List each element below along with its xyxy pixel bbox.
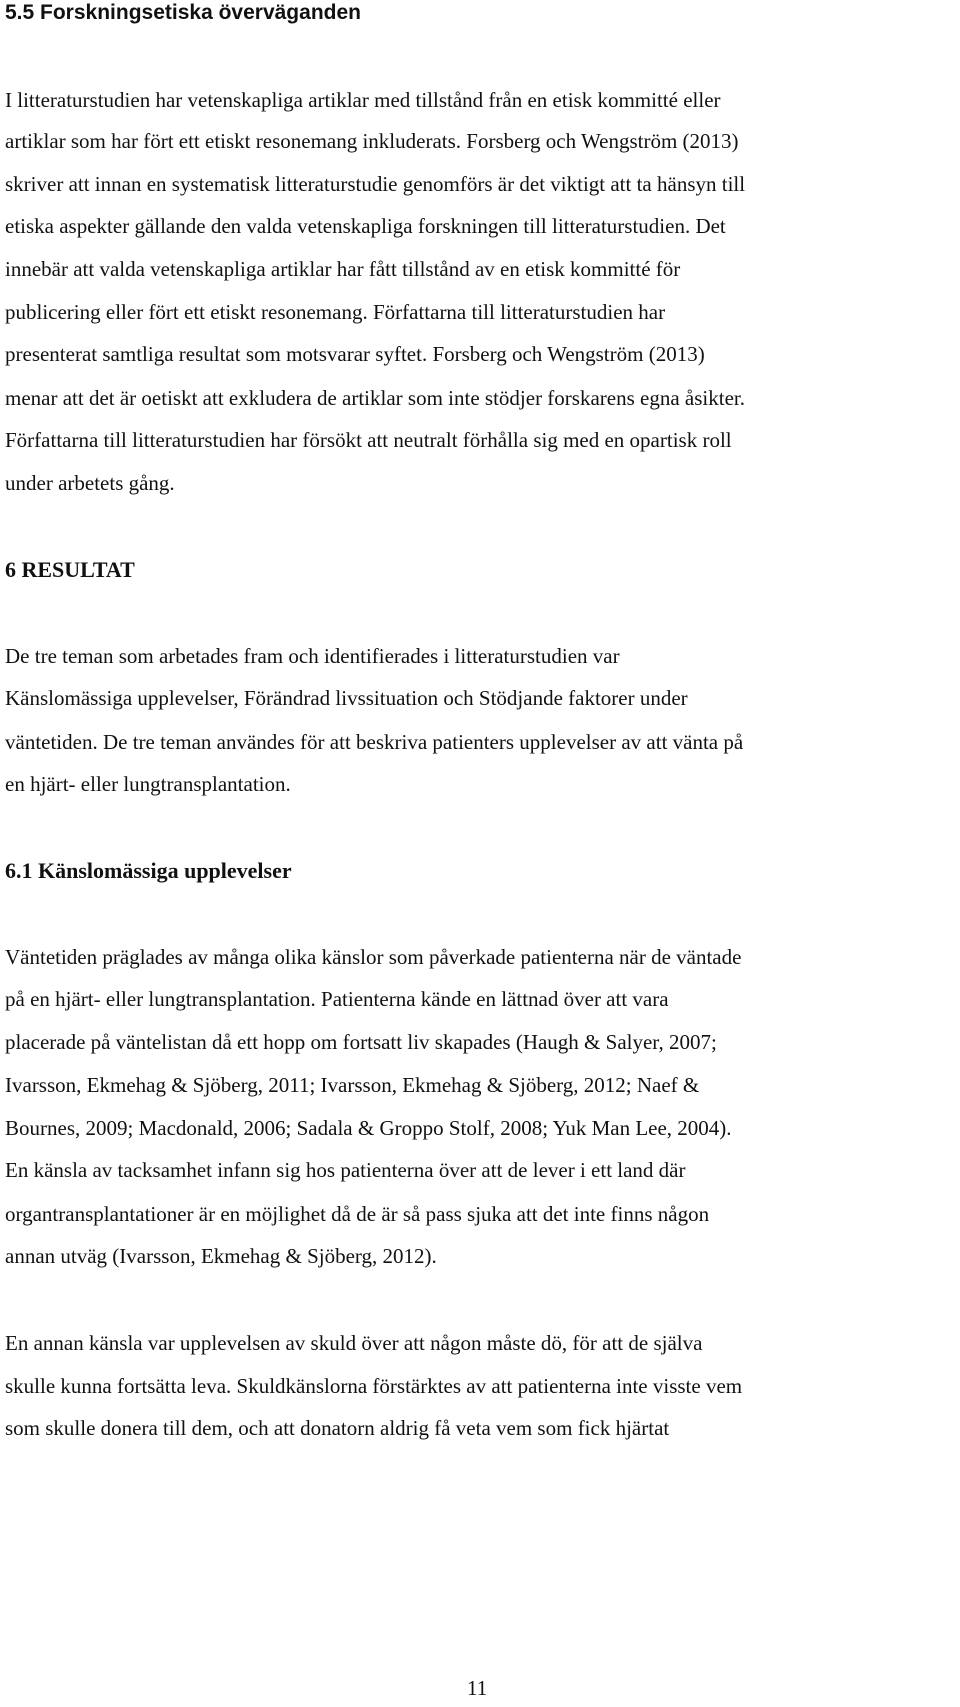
body-line: skriver att innan en systematisk litteraturstudie genomförs är det viktigt att ta hänsyn till: [5, 172, 746, 196]
page-number: 11: [467, 1676, 488, 1700]
body-line: Författarna till litteraturstudien har försökt att neutralt förhålla sig med en opartisk roll: [5, 428, 732, 452]
body-line: Väntetiden präglades av många olika känslor som påverkade patienterna när de väntade: [5, 945, 742, 969]
body-line: som skulle donera till dem, och att donatorn aldrig få veta vem som fick hjärtat: [5, 1416, 670, 1440]
body-line: organtransplantationer är en möjlighet då de är så pass sjuka att det inte finns någon: [5, 1202, 710, 1226]
body-line: under arbetets gång.: [5, 471, 175, 495]
body-line: annan utväg (Ivarsson, Ekmehag & Sjöberg, 2012).: [5, 1244, 437, 1268]
body-line: En annan känsla var upplevelsen av skuld över att någon måste dö, för att de själva: [5, 1331, 703, 1355]
body-line: De tre teman som arbetades fram och identifierades i litteraturstudien var: [5, 644, 620, 668]
body-line: artiklar som har fört ett etiskt resonemang inkluderats. Forsberg och Wengström (2013): [5, 129, 739, 153]
body-line: Ivarsson, Ekmehag & Sjöberg, 2011; Ivarsson, Ekmehag & Sjöberg, 2012; Naef &: [5, 1073, 700, 1097]
body-line: placerade på väntelistan då ett hopp om fortsatt liv skapades (Haugh & Salyer, 2007;: [5, 1030, 717, 1054]
section-heading-5-5: 5.5 Forskningsetiska överväganden: [5, 1, 361, 24]
body-line: en hjärt- eller lungtransplantation.: [5, 772, 291, 796]
body-line: på en hjärt- eller lungtransplantation. Patienterna kände en lättnad över att vara: [5, 987, 669, 1011]
body-line: menar att det är oetiskt att exkludera de artiklar som inte stödjer forskarens egna åsikter.: [5, 386, 745, 410]
section-heading-6-1: 6.1 Känslomässiga upplevelser: [5, 858, 292, 883]
body-line: etiska aspekter gällande den valda vetenskapliga forskningen till litteraturstudien. Det: [5, 214, 726, 238]
body-line: publicering eller fört ett etiskt resonemang. Författarna till litteraturstudien har: [5, 300, 666, 324]
body-line: skulle kunna fortsätta leva. Skuldkänslorna förstärktes av att patienterna inte visste vem: [5, 1374, 743, 1398]
body-line: presenterat samtliga resultat som motsvarar syftet. Forsberg och Wengström (2013): [5, 342, 705, 366]
section-heading-6: 6 RESULTAT: [5, 557, 135, 582]
body-line: En känsla av tacksamhet infann sig hos patienterna över att de lever i ett land där: [5, 1158, 686, 1182]
body-line: väntetiden. De tre teman användes för att beskriva patienters upplevelser av att vänta på: [5, 730, 744, 754]
body-line: innebär att valda vetenskapliga artiklar har fått tillstånd av en etisk kommitté för: [5, 257, 681, 281]
body-line: Känslomässiga upplevelser, Förändrad livssituation och Stödjande faktorer under: [5, 686, 688, 710]
body-line: I litteraturstudien har vetenskapliga artiklar med tillstånd från en etisk kommitté eller: [5, 88, 721, 112]
body-line: Bournes, 2009; Macdonald, 2006; Sadala & Groppo Stolf, 2008; Yuk Man Lee, 2004).: [5, 1116, 732, 1140]
